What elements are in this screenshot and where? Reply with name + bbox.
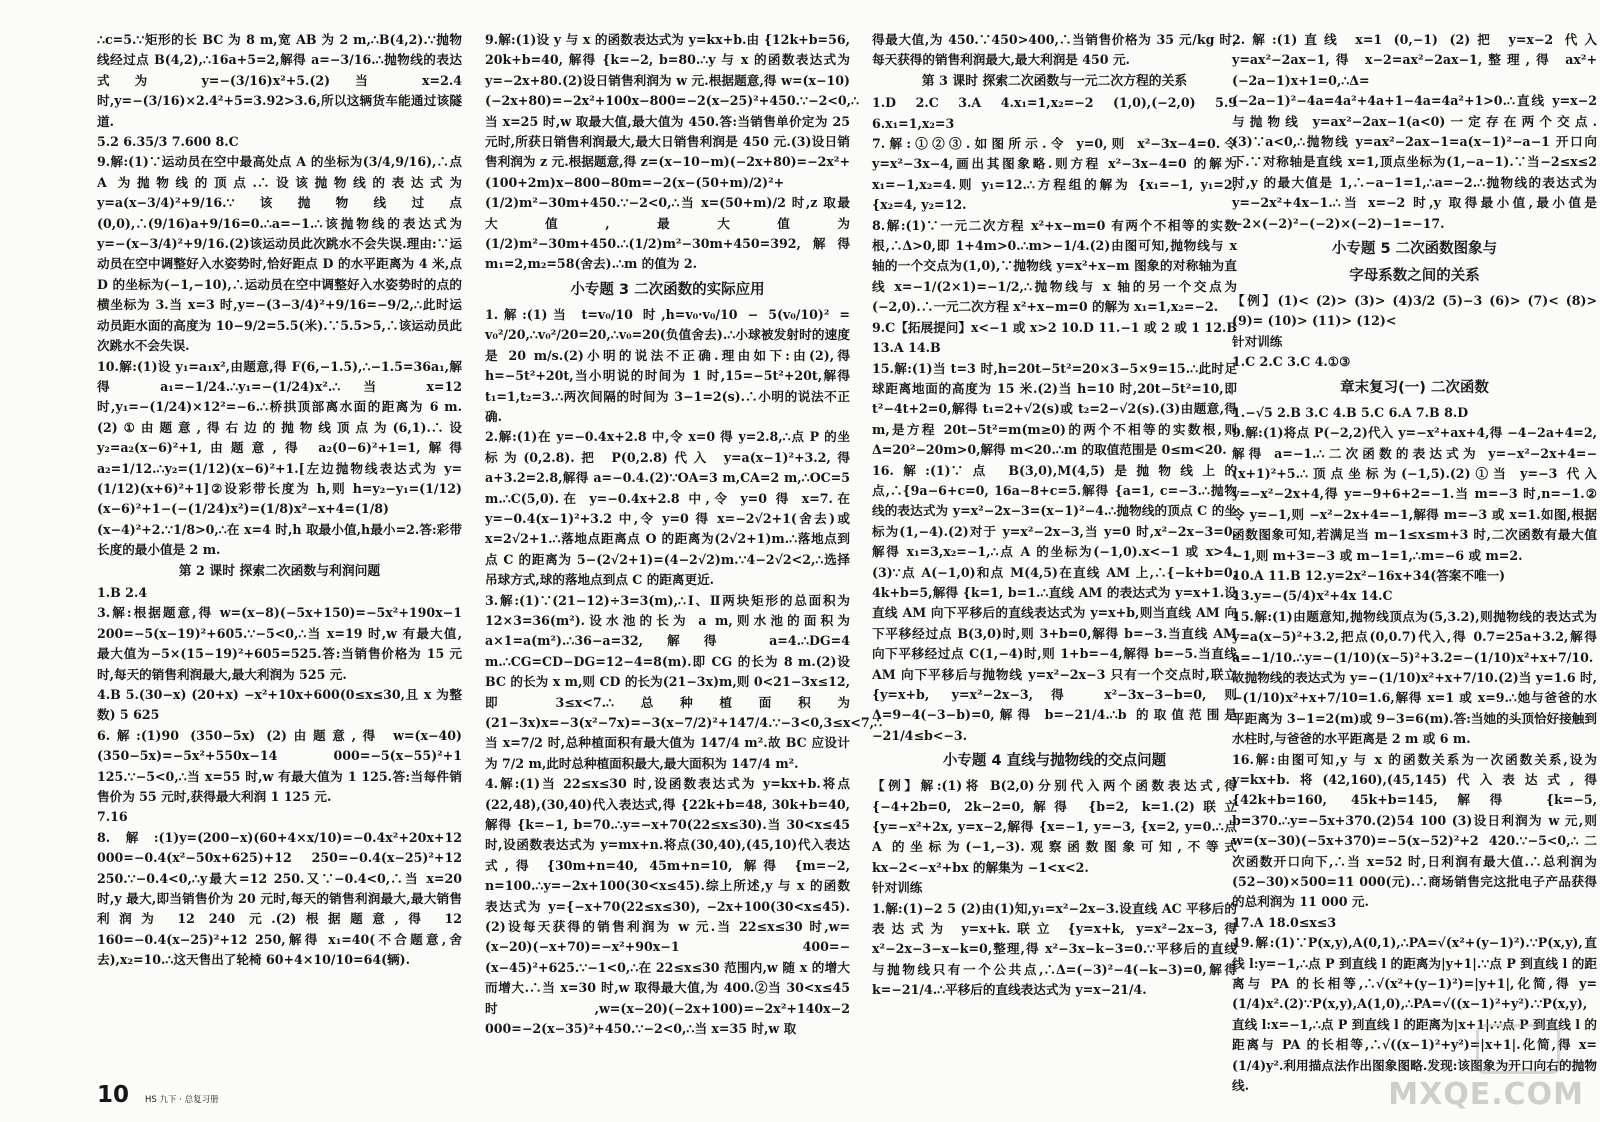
answer-paragraph: 10.解:(1)设 y₁=a₁x²,由题意,得 F(6,−1.5),∴−1.5=36a₁,解得 a₁=−1/24.∴y₁=−(1/24)x².∴当 x=12 时,y₁=−(1/24)×12²=−6.∴桥拱顶部离水面的距离为 6 m.(2)①由题意,得右边的抛物线顶点为(6,1).∴设 y₂=a₂(x−6)²+1,由题意,得 a₂(0−6)²+1=1,解得 a₂=1/12.∴y₂=(1/12)(x−6)²+1.[左边抛物线表达式为 y=(1/12)(x+6)²+1]②设彩带长度为 h,则 h=y₂−y₁=(1/12)(x−6)²+1−(−(1/24)x²)=(1/8)x²−x+4=(1/8)(x−4)²+2.∵1/8>0,∴在 x=4 时,h 取最小值,h最小=2.答:彩带长度的最小值是 2 m. [97, 358, 462, 558]
column-4 [1232, 30, 1597, 1094]
answer-paragraph: 9.C【拓展提问】x<−1 或 x>2 10.D 11.−1 或 2 或 1 12.B 13.A 14.B [872, 319, 1237, 356]
column-3 [872, 30, 1237, 1080]
answer-paragraph: 4.B 5.(30−x) (20+x) −x²+10x+600(0≤x≤30,且 x 为整数) 5 625 [97, 687, 462, 723]
lesson-heading: 第 3 课时 探索二次函数与一元二次方程的关系 [921, 73, 1188, 89]
answer-paragraph: 【例】解:(1)将 B(2,0)分别代入两个函数表达式,得 {−4+2b=0, 2k−2=0,解得 {b=2, k=1.(2)联立 {y=−x²+2x, y=x−2,解得 {x=−1, y=−3, {x=2, y=0.∴点 A 的坐标为(−1,−3).观察函数图象可知,不等式 kx−2<−x²+bx 的解集为 −1<x<2. [872, 778, 1237, 875]
column-2 [485, 30, 883, 1080]
answer-paragraph: 9.解:(1)∵运动员在空中最高处点 A 的坐标为(3/4,9/16),∴点 A 为抛物线的顶点.∴设该抛物线的表达式为 y=a(x−3/4)²+9/16.∵该抛物线过点(0,0),∴(9/16)a+9/16=0.∴a=−1.∴该抛物线的表达式为 y=−(x−3/4)²+9/16.(2)该运动员此次跳水不会失误.理由:∵运动员在空中调整好入水姿势时,恰好距点 D 的水平距离为 4 米,点 D 的坐标为(−1,−10),∴运动员在空中调整好入水姿势时的点的横坐标为 3.当 x=3 时,y=−(3−3/4)²+9/16=−9/2,∴此时运动员距水面的高度为 10−9/2=5.5(米).∵5.5>5,∴该运动员此次跳水不会失误. [97, 154, 462, 354]
lesson-heading: 第 2 课时 探索二次函数与利润问题 [178, 563, 381, 579]
page-number: 10 [97, 1082, 130, 1108]
answer-paragraph: 2.解:(1)在 y=−0.4x+2.8 中,令 x=0 得 y=2.8,∴点 P 的坐标为(0,2.8).把 P(0,2.8)代入 y=a(x−1)²+3.2,得 a+3.2=2.8,解得 a=−0.4.(2)∵OA=3 m,CA=2 m,∴OC=5 m.∴C(5,0).在 y=−0.4x+2.8 中,令 y=0 得 x=7.在 y=−0.4(x−1)²+3.2 中,令 y=0 得 x=−2√2+1(舍去)或 x=2√2+1.∴落地点距离点 O 的距离为(2√2+1)m.∴落地点到点 C 的距离为 5−(2√2+1)=(4−2√2)m.∵4−2√2<2,∴选择吊球方式,球的落地点到点 C 的距离更近. [485, 429, 850, 588]
book-code: HS 九下 · 总复习册 [145, 1095, 219, 1105]
answer-paragraph: ∴c=5.∵矩形的长 BC 为 8 m,宽 AB 为 2 m,∴B(4,2).∵抛物线经过点 B(4,2),∴16a+5=2,解得 a=−3/16.∴抛物线的表达式为 y=−(3/16)x²+5.(2)当 x=2.4 时,y=−(3/16)×2.4²+5=3.92>3.6,所以这辆货车能通过该隧道. [97, 32, 462, 129]
answer-paragraph: 【例】(1)< (2)> (3)> (4)3/2 (5)−3 (6)> (7)< (8)> (9)= (10)> (11)> (12)< [1232, 293, 1597, 329]
answer-paragraph: 7.解:①②③.如图所示.令 y=0,则 x²−3x−4=0.令 y=x²−3x−4,画出其图象略.则方程 x²−3x−4=0 的解为 x₁=−1,x₂=4.则 y₁=12.∴方程组的解为 {x₁=−1, y₁=2, {x₂=4, y₂=12. [872, 136, 1237, 213]
answer-paragraph: 得最大值,为 450.∵450>400,∴当销售价格为 35 元/kg 时,每天获得的销售利润最大,最大利润是 450 元. [872, 32, 1237, 68]
answer-paragraph: 6.解:(1)90 (350−5x) (2)由题意,得 w=(x−40)(350−5x)=−5x²+550x−14 000=−5(x−55)²+1 125.∵−5<0,∴当 x=55 时,w 有最大值为 1 125.答:当每件销售价为 55 元时,获得最大利润 1 125 元. [97, 727, 462, 805]
answer-paragraph: 13.y=−(5/4)x²+4x 14.C [1232, 588, 1393, 604]
answer-paragraph: 9.解:(1)将点 P(−2,2)代入 y=−x²+ax+4,得 −4−2a+4=2,解得 a=−1.∴二次函数的表达式为 y=−x²−2x+4=−(x+1)²+5.∴顶点坐标为(−1,5).(2)①当 y=−3 代入 y=−x²−2x+4,得 y=−9+6+2=−1.当 m=−3 时,n=−1.②令 y=−1,则 −x²−2x+4=−1,解得 m=−3 或 x=1.如图,根据函数图象可知,若满足当 m−1≤x≤m+3 时,二次函数有最大值 −1,则 m+3=−3 或 m−1=1,∴m=−6 或 m=2. [1232, 425, 1597, 563]
answer-paragraph: 16.解:(1)∵点 B(3,0),M(4,5)是抛物线上的点,∴{9a−6+c=0, 16a−8+c=5.解得 {a=1, c=−3.∴抛物线的表达式为 y=x²−2x−3=(x−1)²−4.∴抛物线的顶点 C 的坐标为(1,−4).(2)对于 y=x²−2x−3,当 y=0 时,x²−2x−3=0,解得 x₁=3,x₂=−1,∴点 A 的坐标为(−1,0).x<−1 或 x>4.(3)∵点 A(−1,0)和点 M(4,5)在直线 AM 上,∴{−k+b=0, 4k+b=5,解得 {k=1, b=1.∴直线 AM 的表达式为 y=x+1.设直线 AM 向下平移后的直线表达式为 y=x+b,则当直线 AM 向下平移经过点 B(3,0)时,则 3+b=0,解得 b=−3.当直线 AM 向下平移经过点 C(1,−4)时,则 1+b=−4,解得 b=−5.当直线 AM 向下平移后与抛物线 y=x²−2x−3 只有一个交点时,联立 {y=x+b, y=x²−2x−3,得 x²−3x−3−b=0,则 Δ=9−4(−3−b)=0,解得 b=−21/4.∴b 的取值范围是 −21/4≤b<−3. [872, 462, 1237, 743]
section-heading: 字母系数之间的关系 [1349, 268, 1480, 285]
answer-paragraph: 1.−√5 2.B 3.C 4.B 5.C 6.A 7.B 8.D [1232, 404, 1469, 420]
section-heading: 小专题 5 二次函数图象与 [1331, 241, 1498, 258]
answer-paragraph: 8.解:(1)∵一元二次方程 x²+x−m=0 有两个不相等的实数根,∴Δ>0,即 1+4m>0.∴m>−1/4.(2)由图可知,抛物线与 x 轴的一个交点为(1,0),∵抛物线 y=x²+x−m 图象的对称轴为直线 x=−1/(2×1)=−1/2,∴抛物线与 x 轴的另一个交点为(−2,0).∴一元二次方程 x²+x−m=0 的解为 x₁=1,x₂=−2. [872, 217, 1237, 315]
answer-paragraph: 15.解:(1)当 t=3 时,h=20t−5t²=20×3−5×9=15.∴此时足球距离地面的高度为 15 米.(2)当 h=10 时,20t−5t²=10,即 t²−4t+2=0,解得 t₁=2+√2(s)或 t₂=2−√2(s).(3)由题意,得 m,是方程 20t−5t²=m(m≥0)的两个不相等的实数根,则 Δ=20²−20m>0,解得 m<20.∴m 的取值范围是 0≤m<20. [872, 360, 1237, 458]
answer-paragraph: 3.解:(1)∵(21−12)÷3=3(m),∴Ⅰ、Ⅱ两块矩形的总面积为 12×3=36(m²).设水池的长为 a m,则水池的面积为 a×1=a(m²).∴36−a=32,解得 a=4.∴DG=4 m.∴CG=CD−DG=12−4=8(m).即 CG 的长为 8 m.(2)设 BC 的长为 x m,则 CD 的长为(21−3x)m,则 0<21−3x≤12,即 3≤x<7.∴总种植面积为(21−3x)x=−3(x²−7x)=−3(x−7/2)²+147/4.∵−3<0,3≤x<7,∴当 x=7/2 时,总种植面积有最大值为 147/4 m².故 BC 应设计为 7/2 m,此时总种植面积最大,最大面积为 147/4 m². [485, 592, 883, 771]
answer-paragraph: 9.解:(1)设 y 与 x 的函数表达式为 y=kx+b.由 {12k+b=56, 20k+b=40, 解得 {k=−2, b=80.∴y 与 x 的函数表达式为 y=−2x+80.(2)设日销售利润为 w 元.根据题意,得 w=(x−10)(−2x+80)=−2x²+100x−800=−2(x−25)²+450.∵−2<0,∴当 x=25 时,w 取最大值,最大值为 450.答:当销售单价定为 25 元时,所获日销售利润最大,最大日销售利润是 450 元.(3)设日销售利润为 z 元.根据题意,得 z=(x−10−m)(−2x+80)=−2x²+(100+2m)x−800−80m=−2(x−(50+m)/2)²+(1/2)m²−30m+450.∵−2<0,∴当 x=(50+m)/2 时,z 取最大值,最大值为 (1/2)m²−30m+450.∴(1/2)m²−30m+450=392,解得 m₁=2,m₂=58(舍去).∴m 的值为 2. [485, 32, 860, 272]
column-1 [97, 30, 462, 1080]
page-footer [97, 1082, 219, 1108]
answer-paragraph: 1.D 2.C 3.A 4.x₁=1,x₂=−2 (1,0),(−2,0) 5.9 6.x₁=1,x₂=3 [872, 95, 1237, 131]
answer-paragraph: 针对训练 [1232, 333, 1283, 349]
section-heading: 小专题 4 直线与抛物线的交点问题 [942, 753, 1167, 770]
answer-paragraph: 1.B 2.4 [97, 584, 148, 600]
answer-paragraph: 5.2 6.35/3 7.600 8.C [97, 134, 239, 150]
answer-paragraph: 7.16 [97, 809, 128, 825]
watermark: MXQE.COM [1388, 1077, 1584, 1112]
watermark-logo-icon [1476, 1024, 1560, 1074]
answer-paragraph: 10.A 11.B 12.y=2x²−16x+34(答案不唯一) [1232, 567, 1506, 583]
answer-paragraph: 19.解:(1)∵P(x,y),A(0,1),∴PA=√(x²+(y−1)²).∵P(x,y),直线 l:y=−1,∴点 P 到直线 l 的距离为|y+1|.∵点 P 到直线 l 的距离与 PA 的长相等,∴√(x²+(y−1)²)=|y+1|,化简,得 y=(1/4)x².(2)∵P(x,y),A(1,0),∴PA=√((x−1)²+y²).∵P(x,y),直线 l:x=−1,∴点 P 到直线 l 的距离为|x+1|.∵点 P 到直线 l 的距离与 PA 的长相等,∴√((x−1)²+y²)=|x+1|.化简,得 x=(1/4)y².利用描点法作出图象图略.发现:该图象为开口向右的抛物线. [1232, 935, 1597, 1094]
answer-paragraph: 针对训练 [872, 880, 923, 896]
answer-paragraph: 8.解:(1)y=(200−x)(60+4×x/10)=−0.4x²+20x+12 000=−0.4(x²−50x+625)+12 250=−0.4(x−25)²+12 250.∵−0.4<0,∴y最大=12 250.又∵−0.4<0,∴当 x=20 时,y 最大,即当销售价为 20 元时,每天的销售利润最大,最大销售利润为 12 240 元.(2)根据题意,得 12 160=−0.4(x−25)²+12 250,解得 x₁=40(不合题意,舍去),x₂=10.∴这天售出了轮椅 60+4×10/10=64(辆). [97, 829, 462, 968]
answer-paragraph: 16.解:由图可知,y 与 x 的函数关系为一次函数关系,设为 y=kx+b.将(42,160),(45,145)代入表达式,得 {42k+b=160, 45k+b=145,解得 {k=−5, b=370.∴y=−5x+370.(2)54 100 (3)设日利润为 w 元,则 w=(x−30)(−5x+370)=−5(x−52)²+2 420.∵−5<0,∴二次函数开口向下,∴当 x=52 时,日利润有最大值.∴总利润为(52−30)×500=11 000(元).∴商场销售完这批电子产品获得的总利润为 11 000 元. [1232, 751, 1597, 910]
answer-paragraph: 17.A 18.0≤x≤3 [1232, 914, 1337, 930]
answer-paragraph: 3.解:根据题意,得 w=(x−8)(−5x+150)=−5x²+190x−1 200=−5(x−19)²+605.∵−5<0,∴当 x=19 时,w 有最大值,最大值为−5×(15−19)²+605=525.答:当销售价格为 15 元时,每天的销售利润最大,最大利润为 525 元. [97, 605, 462, 682]
answer-paragraph: 1.解:(1)当 t=v₀/10 时,h=v₀·v₀/10 − 5(v₀/10)² = v₀²/20,∴v₀²/20=20,∴v₀=20(负值舍去).∴小球被发射时的速度是 20 m/s.(2)小明的说法不正确.理由如下:由(2),得 h=−5t²+20t,当小明说的时间为 1 时,15=−5t²+20t,解得 t₁=1,t₂=3.∴两次间隔的时间为 3−1=2(s).∴小明的说法不正确. [485, 306, 850, 424]
answer-paragraph: 15.解:(1)由题意知,抛物线顶点为(5,3.2),则抛物线的表达式为 y=a(x−5)²+3.2,把点(0,0.7)代入,得 0.7=25a+3.2,解得 a=−1/10.∴y=−(1/10)(x−5)²+3.2=−(1/10)x²+x+7/10.故抛物线的表达式为 y=−(1/10)x²+x+7/10.(2)当 y=1.6 时,−(1/10)x²+x+7/10=1.6,解得 x=1 或 x=9.∴她与爸爸的水平距离为 3−1=2(m)或 9−3=6(m).答:当她的头顶恰好接触到水柱时,与爸爸的水平距离是 2 m 或 6 m. [1232, 608, 1597, 747]
section-heading: 章末复习(一) 二次函数 [1340, 379, 1489, 396]
answer-paragraph: 1.解:(1)−2 5 (2)由(1)知,y₁=x²−2x−3.设直线 AC 平移后的表达式为 y=x+k.联立 {y=x+k, y=x²−2x−3,得 x²−2x−3−x−k=0,整理,得 x²−3x−k−3=0.∵平移后的直线与抛物线只有一个公共点,∴Δ=(−3)²−4(−k−3)=0,解得 k=−21/4.∴平移后的直线表达式为 y=x−21/4. [872, 900, 1237, 998]
answer-paragraph: 4.解:(1)当 22≤x≤30 时,设函数表达式为 y=kx+b.将点(22,48),(30,40)代入表达式,得 {22k+b=48, 30k+b=40, 解得 {k=−1, b=70.∴y=−x+70(22≤x≤30).当 30<x≤45 时,设函数表达式为 y=mx+n.将点(30,40),(45,10)代入表达式,得 {30m+n=40, 45m+n=10, 解得 {m=−2, n=100.∴y=−2x+100(30<x≤45).综上所述,y 与 x 的函数表达式为 y={−x+70(22≤x≤30), −2x+100(30<x≤45).(2)设每天获得的销售利润为 w 元.当 22≤x≤30 时,w=(x−20)(−x+70)=−x²+90x−1 400=−(x−45)²+625.∵−1<0,∴在 22≤x≤30 范围内,w 随 x 的增大而增大.∴当 x=30 时,w 取得最大值,为 400.②当 30<x≤45 时,w=(x−20)(−2x+100)=−2x²+140x−2 000=−2(x−35)²+450.∵−2<0,∴当 x=35 时,w 取 [485, 776, 850, 1037]
answer-paragraph: 1.C 2.C 3.C 4.①③ [1232, 354, 1351, 370]
answer-paragraph: 2.解:(1)直线 x=1 (0,−1) (2)把 y=x−2 代入 y=ax²−2ax−1,得 x−2=ax²−2ax−1,整理,得 ax²+(−2a−1)x+1=0,∴Δ=(−2a−1)²−4a=4a²+4a+1−4a=4a²+1>0.∴直线 y=x−2 与抛物线 y=ax²−2ax−1(a<0)一定存在两个交点.(3)∵a<0,∴抛物线 y=ax²−2ax−1=a(x−1)²−a−1 开口向下.∵对称轴是直线 x=1,顶点坐标为(1,−a−1).∵当−2≤x≤2 时,y 的最大值是 1,∴−a−1=1,∴a=−2.∴抛物线的表达式为 y=−2x²+4x−1.∴当 x=−2 时,y 取得最小值,最小值是−2×(−2)²−(−2)×(−2)−1=−17. [1232, 32, 1597, 231]
section-heading: 小专题 3 二次函数的实际应用 [570, 281, 765, 298]
